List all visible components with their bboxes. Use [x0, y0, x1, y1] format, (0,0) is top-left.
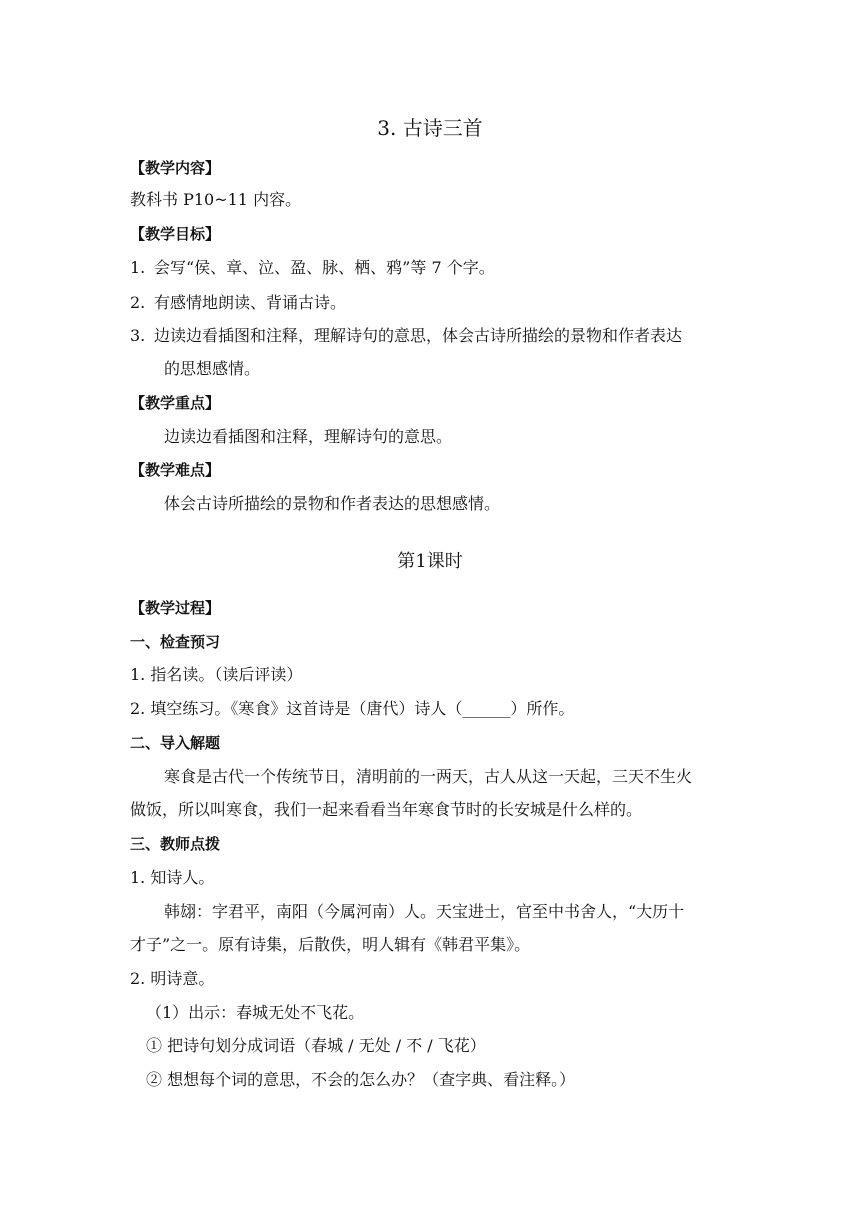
list-item: 2. 填空练习。《寒食》这首诗是（唐代）诗人（______）所作。: [130, 699, 575, 718]
list-item: 2. 明诗意。: [130, 969, 215, 988]
goal-text: 边读边看插图和注释，理解诗句的意思，体会古诗所描绘的景物和作者表达: [154, 326, 683, 345]
section-heading-goals: 【教学目标】: [130, 225, 221, 243]
goal-text: 会写“侯、章、泣、盈、脉、栖、鸦”等 7 个字。: [154, 258, 495, 277]
goal-number: 2.: [130, 293, 146, 312]
paragraph-line: 寒食是古代一个传统节日，清明前的一两天，古人从这一天起，三天不生火: [164, 767, 693, 786]
paragraph-line: 才子”之一。原有诗集，后散佚，明人辑有《韩君平集》。: [130, 935, 531, 954]
goal-item: [130, 256, 495, 280]
goal-text: 有感情地朗读、背诵古诗。: [154, 293, 347, 312]
difficult-text: 体会古诗所描绘的景物和作者表达的思想感情。: [164, 494, 501, 513]
part-heading: 三、教师点拨: [130, 835, 221, 853]
goal-item: [130, 291, 346, 315]
goal-item: [130, 324, 682, 348]
list-item: ① 把诗句划分成词语（春城 / 无处 / 不 / 飞花）: [146, 1036, 486, 1055]
list-item: （1）出示：春城无处不飞花。: [146, 1003, 365, 1022]
section-heading-process: 【教学过程】: [130, 599, 221, 617]
list-item: ② 想想每个词的意思，不会的怎么办？（查字典、看注释。）: [146, 1070, 576, 1089]
list-item: 1. 知诗人。: [130, 868, 215, 887]
goal-number: 3.: [130, 326, 146, 345]
paragraph-line: 做饭，所以叫寒食，我们一起来看看当年寒食节时的长安城是什么样的。: [130, 800, 643, 819]
goal-continuation: 的思想感情。: [164, 359, 261, 378]
goal-number: 1.: [130, 258, 146, 277]
page-title: 3. 古诗三首: [377, 116, 483, 140]
section-heading-content: 【教学内容】: [130, 159, 221, 177]
part-heading: 一、检查预习: [130, 633, 221, 651]
content-text: 教科书 P10~11 内容。: [130, 190, 302, 209]
section-heading-key: 【教学重点】: [130, 394, 221, 412]
section-heading-difficult: 【教学难点】: [130, 461, 221, 479]
key-text: 边读边看插图和注释，理解诗句的意思。: [164, 427, 453, 446]
list-item: 1. 指名读。（读后评读）: [130, 665, 303, 684]
part-heading: 二、导入解题: [130, 734, 221, 752]
lesson-title: 第1课时: [397, 551, 463, 572]
paragraph-line: 韩翃：字君平，南阳（今属河南）人。天宝进士，官至中书舍人，“大历十: [164, 902, 685, 921]
